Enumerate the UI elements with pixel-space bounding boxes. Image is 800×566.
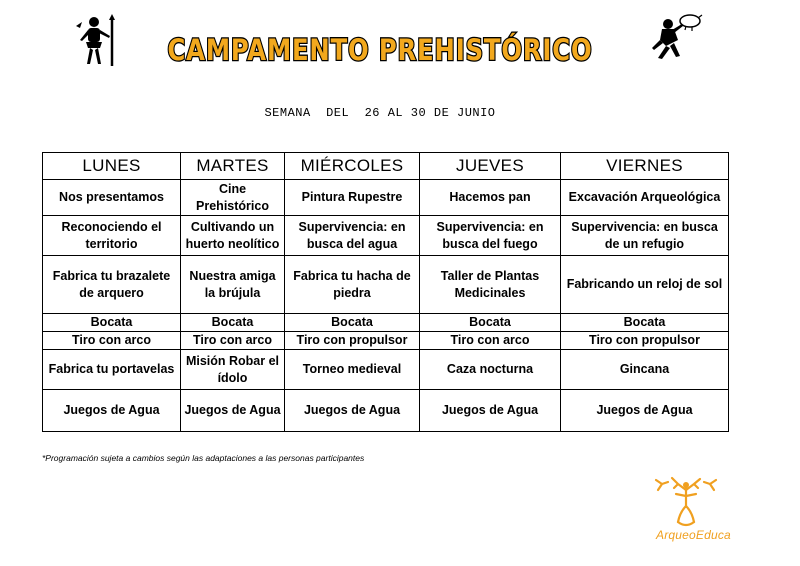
activity-cell: Fabrica tu portavelas: [43, 350, 181, 390]
day-header: MIÉRCOLES: [285, 153, 420, 180]
activity-cell: Torneo medieval: [285, 350, 420, 390]
table-row: [43, 314, 729, 332]
activity-cell: Bocata: [561, 314, 729, 332]
table-row: [43, 332, 729, 350]
table-row: [43, 216, 729, 256]
table-row: [43, 350, 729, 390]
activity-cell: Misión Robar el ídolo: [181, 350, 285, 390]
activity-cell: Juegos de Agua: [420, 390, 561, 432]
day-header-row: [43, 153, 729, 180]
activity-cell: Excavación Arqueológica: [561, 180, 729, 216]
activity-cell: Tiro con arco: [43, 332, 181, 350]
table-row: [43, 390, 729, 432]
day-header: MARTES: [181, 153, 285, 180]
footnote: *Programación sujeta a cambios según las adaptaciones a las personas participantes: [42, 453, 365, 463]
activity-cell: Juegos de Agua: [561, 390, 729, 432]
activity-cell: Tiro con arco: [420, 332, 561, 350]
activity-cell: Juegos de Agua: [181, 390, 285, 432]
week-subtitle: SEMANA DEL 26 AL 30 DE JUNIO: [264, 106, 496, 120]
activity-cell: Taller de Plantas Medicinales: [420, 256, 561, 314]
activity-cell: Bocata: [420, 314, 561, 332]
activity-cell: Bocata: [181, 314, 285, 332]
activity-cell: Tiro con arco: [181, 332, 285, 350]
activity-cell: Supervivencia: en busca del fuego: [420, 216, 561, 256]
table-row: [43, 256, 729, 314]
activity-cell: Bocata: [285, 314, 420, 332]
activity-cell: Supervivencia: en busca de un refugio: [561, 216, 729, 256]
caveman-throwing-icon: [648, 12, 704, 62]
activity-cell: Nuestra amiga la brújula: [181, 256, 285, 314]
activity-cell: Cine Prehistórico: [181, 180, 285, 216]
title-text: CAMPAMENTO PREHISTÓRICO: [167, 33, 593, 67]
table-row: [43, 180, 729, 216]
schedule-table: [42, 152, 729, 432]
activity-cell: Tiro con propulsor: [561, 332, 729, 350]
activity-cell: Fabrica tu hacha de piedra: [285, 256, 420, 314]
caveman-spear-icon: [72, 14, 122, 68]
activity-cell: Hacemos pan: [420, 180, 561, 216]
activity-cell: Caza nocturna: [420, 350, 561, 390]
activity-cell: Supervivencia: en busca del agua: [285, 216, 420, 256]
arqueoeduca-logo-icon: [648, 478, 728, 530]
activity-cell: Bocata: [43, 314, 181, 332]
activity-cell: Cultivando un huerto neolítico: [181, 216, 285, 256]
activity-cell: Fabrica tu brazalete de arquero: [43, 256, 181, 314]
activity-cell: Pintura Rupestre: [285, 180, 420, 216]
day-header: LUNES: [43, 153, 181, 180]
activity-cell: Juegos de Agua: [285, 390, 420, 432]
activity-cell: Tiro con propulsor: [285, 332, 420, 350]
activity-cell: Juegos de Agua: [43, 390, 181, 432]
page-title: [160, 22, 600, 74]
activity-cell: Gincana: [561, 350, 729, 390]
logo-text: ArqueoEduca: [656, 528, 731, 542]
activity-cell: Fabricando un reloj de sol: [561, 256, 729, 314]
day-header: VIERNES: [561, 153, 729, 180]
day-header: JUEVES: [420, 153, 561, 180]
activity-cell: Nos presentamos: [43, 180, 181, 216]
activity-cell: Reconociendo el territorio: [43, 216, 181, 256]
